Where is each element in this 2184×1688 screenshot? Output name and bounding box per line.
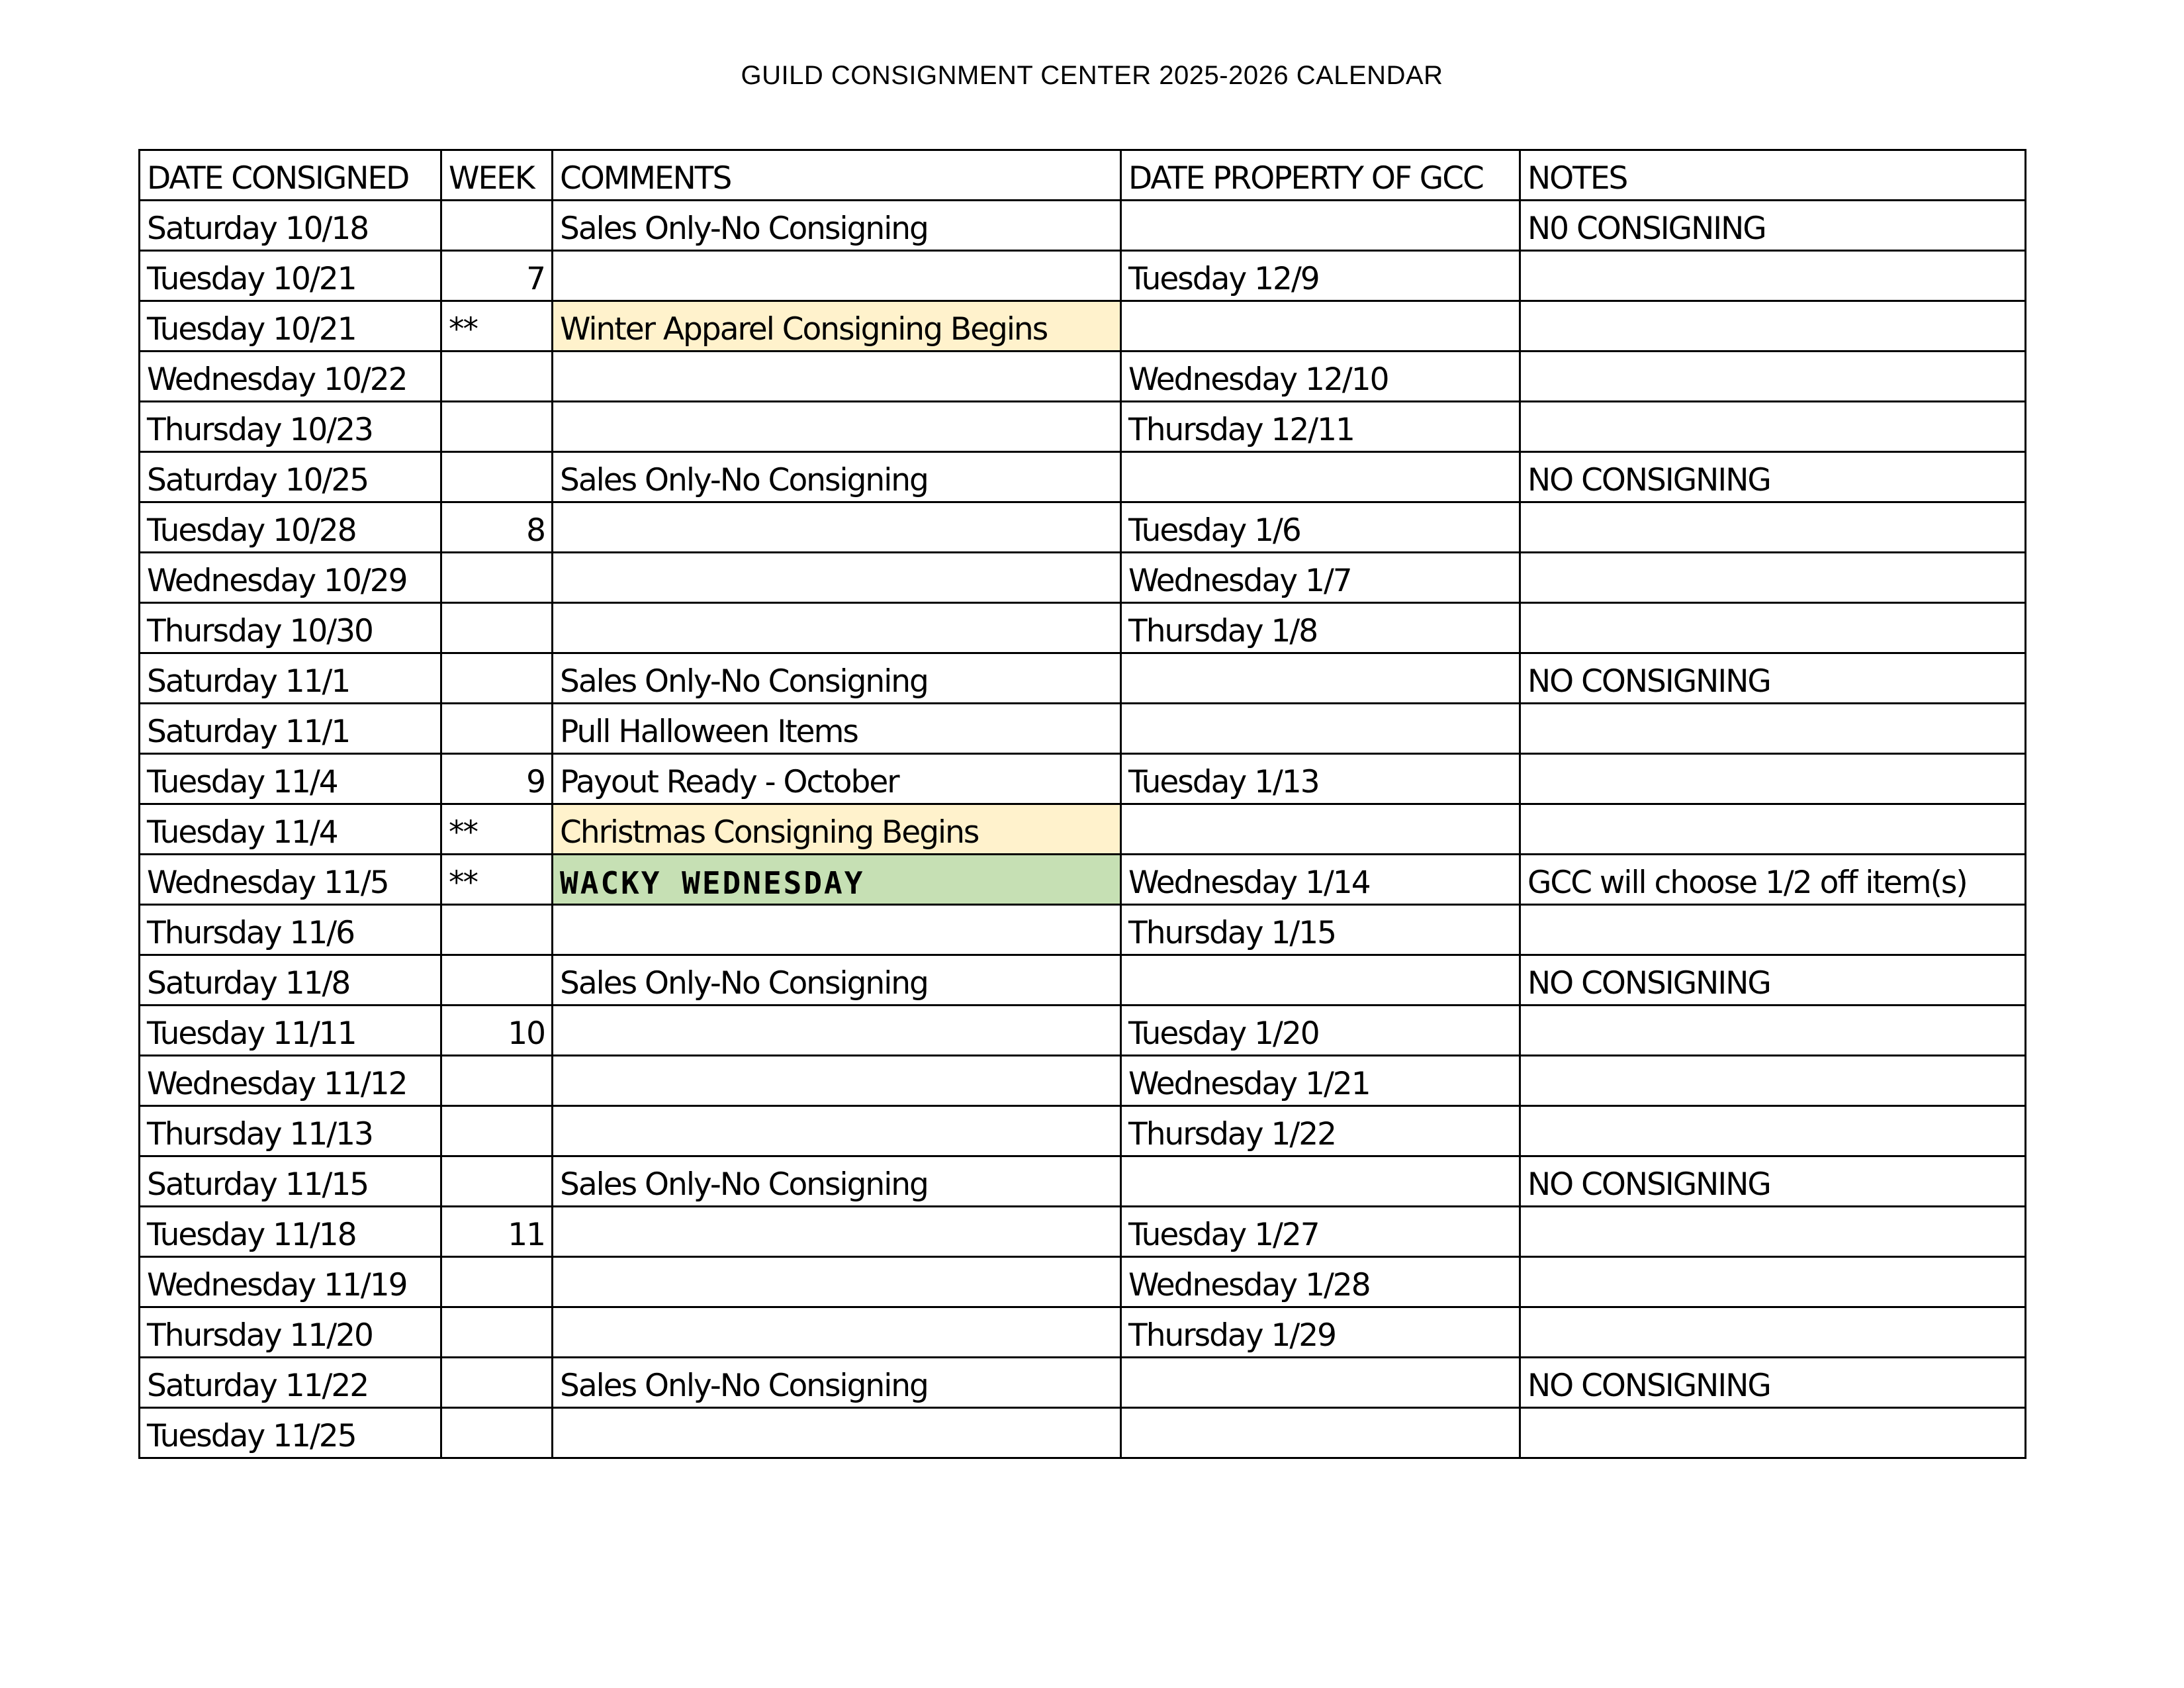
date-consigned-cell: Saturday 11/1 xyxy=(140,653,441,704)
comments-cell xyxy=(553,502,1121,553)
week-cell: ** xyxy=(441,301,553,352)
week-cell xyxy=(441,955,553,1006)
date-property-cell xyxy=(1121,1408,1520,1458)
date-property-cell: Thursday 1/29 xyxy=(1121,1307,1520,1358)
date-consigned-cell: Saturday 11/1 xyxy=(140,704,441,754)
date-property-cell: Wednesday 1/7 xyxy=(1121,553,1520,603)
date-consigned-cell: Wednesday 10/22 xyxy=(140,352,441,402)
week-cell: 8 xyxy=(441,502,553,553)
date-property-cell: Wednesday 12/10 xyxy=(1121,352,1520,402)
comments-cell xyxy=(553,905,1121,955)
comments-cell: Sales Only-No Consigning xyxy=(553,201,1121,251)
notes-cell xyxy=(1520,251,2026,301)
date-consigned-cell: Wednesday 10/29 xyxy=(140,553,441,603)
date-property-cell: Tuesday 1/27 xyxy=(1121,1207,1520,1257)
date-property-cell: Tuesday 1/6 xyxy=(1121,502,1520,553)
week-cell: ** xyxy=(441,804,553,855)
comments-cell: Sales Only-No Consigning xyxy=(553,1156,1121,1207)
notes-cell xyxy=(1520,1408,2026,1458)
comments-cell xyxy=(553,1408,1121,1458)
notes-cell xyxy=(1520,704,2026,754)
date-consigned-cell: Wednesday 11/12 xyxy=(140,1056,441,1106)
notes-cell: NO CONSIGNING xyxy=(1520,653,2026,704)
week-cell xyxy=(441,452,553,502)
notes-cell xyxy=(1520,1056,2026,1106)
date-property-cell: Tuesday 1/13 xyxy=(1121,754,1520,804)
date-consigned-cell: Saturday 11/22 xyxy=(140,1358,441,1408)
comments-cell: Sales Only-No Consigning xyxy=(553,1358,1121,1408)
comments-cell xyxy=(553,553,1121,603)
date-consigned-cell: Thursday 11/6 xyxy=(140,905,441,955)
date-property-cell xyxy=(1121,955,1520,1006)
table-row xyxy=(140,1307,2026,1358)
week-cell: 9 xyxy=(441,754,553,804)
notes-cell: GCC will choose 1/2 off item(s) xyxy=(1520,855,2026,905)
page-title: GUILD CONSIGNMENT CENTER 2025-2026 CALENDAR xyxy=(741,61,1443,90)
table-row xyxy=(140,452,2026,502)
date-property-cell xyxy=(1121,452,1520,502)
table-row xyxy=(140,1156,2026,1207)
notes-cell: NO CONSIGNING xyxy=(1520,452,2026,502)
table-row xyxy=(140,201,2026,251)
notes-cell xyxy=(1520,1257,2026,1307)
notes-cell: NO CONSIGNING xyxy=(1520,1156,2026,1207)
date-property-cell: Thursday 1/8 xyxy=(1121,603,1520,653)
table-row xyxy=(140,905,2026,955)
table-row xyxy=(140,653,2026,704)
date-property-cell xyxy=(1121,804,1520,855)
week-cell xyxy=(441,1307,553,1358)
notes-cell xyxy=(1520,301,2026,352)
week-cell xyxy=(441,402,553,452)
date-property-cell: Wednesday 1/21 xyxy=(1121,1056,1520,1106)
comments-cell xyxy=(553,402,1121,452)
table-row xyxy=(140,754,2026,804)
date-property-cell xyxy=(1121,1358,1520,1408)
comments-cell xyxy=(553,1006,1121,1056)
week-cell xyxy=(441,1358,553,1408)
comments-cell: Sales Only-No Consigning xyxy=(553,452,1121,502)
table-row xyxy=(140,553,2026,603)
comments-cell: Christmas Consigning Begins xyxy=(553,804,1121,855)
table-row xyxy=(140,352,2026,402)
comments-cell xyxy=(553,251,1121,301)
comments-cell xyxy=(553,603,1121,653)
notes-cell xyxy=(1520,352,2026,402)
calendar-table xyxy=(138,149,2026,1459)
date-property-cell: Tuesday 12/9 xyxy=(1121,251,1520,301)
table-row xyxy=(140,804,2026,855)
header-date-property: DATE PROPERTY OF GCC xyxy=(1121,150,1520,201)
table-row xyxy=(140,251,2026,301)
table-row xyxy=(140,1408,2026,1458)
date-consigned-cell: Saturday 11/8 xyxy=(140,955,441,1006)
date-consigned-cell: Saturday 10/25 xyxy=(140,452,441,502)
date-consigned-cell: Tuesday 11/18 xyxy=(140,1207,441,1257)
table-row xyxy=(140,1056,2026,1106)
header-week: WEEK xyxy=(441,150,553,201)
week-cell: 10 xyxy=(441,1006,553,1056)
comments-cell: Sales Only-No Consigning xyxy=(553,653,1121,704)
notes-cell xyxy=(1520,804,2026,855)
week-cell: 11 xyxy=(441,1207,553,1257)
table-row xyxy=(140,955,2026,1006)
table-row xyxy=(140,855,2026,905)
notes-cell: NO CONSIGNING xyxy=(1520,1358,2026,1408)
week-cell xyxy=(441,1156,553,1207)
header-notes: NOTES xyxy=(1520,150,2026,201)
date-consigned-cell: Wednesday 11/19 xyxy=(140,1257,441,1307)
date-property-cell: Wednesday 1/28 xyxy=(1121,1257,1520,1307)
table-row xyxy=(140,1106,2026,1156)
comments-cell: Pull Halloween Items xyxy=(553,704,1121,754)
notes-cell xyxy=(1520,754,2026,804)
comments-cell xyxy=(553,1106,1121,1156)
date-property-cell xyxy=(1121,301,1520,352)
notes-cell xyxy=(1520,905,2026,955)
week-cell: ** xyxy=(441,855,553,905)
date-property-cell: Thursday 1/15 xyxy=(1121,905,1520,955)
date-consigned-cell: Tuesday 11/11 xyxy=(140,1006,441,1056)
comments-cell: Payout Ready - October xyxy=(553,754,1121,804)
comments-cell xyxy=(553,1056,1121,1106)
week-cell xyxy=(441,1408,553,1458)
notes-cell xyxy=(1520,1307,2026,1358)
date-property-cell xyxy=(1121,704,1520,754)
notes-cell xyxy=(1520,1006,2026,1056)
date-property-cell xyxy=(1121,653,1520,704)
week-cell xyxy=(441,1257,553,1307)
date-consigned-cell: Thursday 10/30 xyxy=(140,603,441,653)
table-row xyxy=(140,1006,2026,1056)
date-consigned-cell: Tuesday 11/4 xyxy=(140,754,441,804)
date-consigned-cell: Tuesday 10/21 xyxy=(140,301,441,352)
table-row xyxy=(140,704,2026,754)
week-cell: 7 xyxy=(441,251,553,301)
date-property-cell: Thursday 12/11 xyxy=(1121,402,1520,452)
table-row xyxy=(140,301,2026,352)
table-row xyxy=(140,1207,2026,1257)
date-consigned-cell: Tuesday 11/4 xyxy=(140,804,441,855)
notes-cell xyxy=(1520,1207,2026,1257)
notes-cell: N0 CONSIGNING xyxy=(1520,201,2026,251)
comments-cell: Winter Apparel Consigning Begins xyxy=(553,301,1121,352)
week-cell xyxy=(441,653,553,704)
date-consigned-cell: Thursday 11/20 xyxy=(140,1307,441,1358)
date-consigned-cell: Thursday 10/23 xyxy=(140,402,441,452)
header-comments: COMMENTS xyxy=(553,150,1121,201)
table-row xyxy=(140,502,2026,553)
calendar-body xyxy=(140,150,2026,1458)
date-consigned-cell: Saturday 10/18 xyxy=(140,201,441,251)
week-cell xyxy=(441,201,553,251)
comments-cell: Sales Only-No Consigning xyxy=(553,955,1121,1006)
table-row xyxy=(140,1358,2026,1408)
comments-cell: WACKY WEDNESDAY xyxy=(553,855,1121,905)
date-property-cell xyxy=(1121,201,1520,251)
table-row xyxy=(140,603,2026,653)
comments-cell xyxy=(553,1307,1121,1358)
week-cell xyxy=(441,704,553,754)
notes-cell xyxy=(1520,1106,2026,1156)
week-cell xyxy=(441,1106,553,1156)
notes-cell xyxy=(1520,502,2026,553)
week-cell xyxy=(441,553,553,603)
comments-cell xyxy=(553,1257,1121,1307)
week-cell xyxy=(441,352,553,402)
date-consigned-cell: Saturday 11/15 xyxy=(140,1156,441,1207)
date-consigned-cell: Thursday 11/13 xyxy=(140,1106,441,1156)
notes-cell xyxy=(1520,402,2026,452)
notes-cell: NO CONSIGNING xyxy=(1520,955,2026,1006)
date-property-cell: Thursday 1/22 xyxy=(1121,1106,1520,1156)
notes-cell xyxy=(1520,553,2026,603)
date-property-cell: Wednesday 1/14 xyxy=(1121,855,1520,905)
date-consigned-cell: Tuesday 10/21 xyxy=(140,251,441,301)
table-row xyxy=(140,402,2026,452)
notes-cell xyxy=(1520,603,2026,653)
week-cell xyxy=(441,1056,553,1106)
week-cell xyxy=(441,603,553,653)
date-consigned-cell: Wednesday 11/5 xyxy=(140,855,441,905)
week-cell xyxy=(441,905,553,955)
date-consigned-cell: Tuesday 10/28 xyxy=(140,502,441,553)
header-date-consigned: DATE CONSIGNED xyxy=(140,150,441,201)
date-property-cell xyxy=(1121,1156,1520,1207)
comments-cell xyxy=(553,352,1121,402)
date-consigned-cell: Tuesday 11/25 xyxy=(140,1408,441,1458)
header-row xyxy=(140,150,2026,201)
comments-cell xyxy=(553,1207,1121,1257)
date-property-cell: Tuesday 1/20 xyxy=(1121,1006,1520,1056)
table-row xyxy=(140,1257,2026,1307)
